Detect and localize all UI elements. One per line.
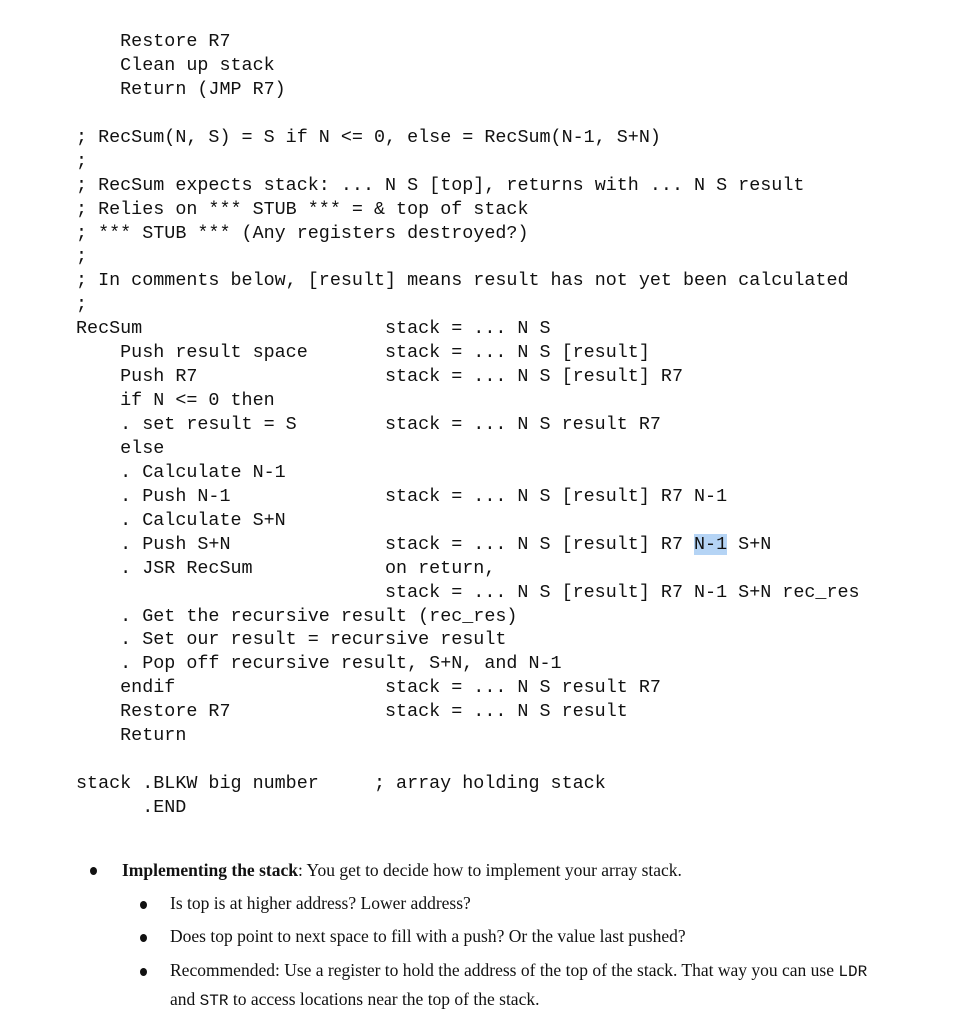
code-text: if N <= 0 then <box>120 390 275 412</box>
code-text: ; <box>76 294 88 316</box>
bullet-icon <box>140 968 147 976</box>
bullet-icon <box>140 934 147 942</box>
bullet-text: to access locations near the top of the stack. <box>228 989 540 1009</box>
stack-comment <box>385 341 650 365</box>
bullet-text: Recommended: Use a register to hold the address of the top of the stack. That way you can use <box>170 960 839 980</box>
stack-comment-text: on return, <box>385 557 496 579</box>
bullet-heading: Implementing the stack <box>122 860 298 880</box>
stack-comment-text: stack = ... N S result R7 <box>385 414 661 435</box>
stack-comment-text: stack = ... N S [result] <box>385 342 650 364</box>
code-text: ; RecSum(N, S) = S if N <= 0, else = RecSum(N-1, S+N) <box>76 126 661 148</box>
stack-comment <box>385 557 495 581</box>
code-text: Return (JMP R7) <box>120 78 286 100</box>
bullet-implementing-stack <box>122 860 682 881</box>
stack-comment-text: stack = ... N S [result] R7 N-1 <box>385 485 728 507</box>
stack-comment-text: stack = ... N S [result] R7 <box>385 533 695 555</box>
code-text: Push R7 <box>120 366 198 388</box>
stack-comment-text: stack = ... N S [result] R7 <box>385 366 683 388</box>
stack-comment <box>385 413 661 437</box>
bullet-icon <box>90 867 97 875</box>
code-text: . JSR RecSum <box>120 557 253 579</box>
code-text: Restore R7 <box>120 701 231 723</box>
code-text: Return <box>120 725 187 747</box>
sub-bullet-2: Does top point to next space to fill with a push? Or the value last pushed? <box>170 926 686 946</box>
code-text: . Calculate N-1 <box>120 461 286 483</box>
stack-comment-text: stack = ... N S result <box>385 701 628 723</box>
code-text: else <box>120 437 165 459</box>
code-str: STR <box>199 992 229 1010</box>
code-text: ; <box>76 150 88 172</box>
code-text: . Set our result = recursive result <box>120 629 507 651</box>
code-text: ; <box>76 246 88 268</box>
code-text: ; RecSum expects stack: ... N S [top], returns with ... N S result <box>76 174 805 196</box>
stack-comment-text: stack = ... N S <box>385 318 551 340</box>
code-text: ; In comments below, [result] means result has not yet been calculated <box>76 270 849 292</box>
stack-comment-text: stack = ... N S result R7 <box>385 677 661 699</box>
bullet-text: and <box>170 989 200 1009</box>
stack-comment <box>385 676 661 700</box>
stack-comment-text: S+N <box>727 533 772 555</box>
sub-bullet-1: Is top is at higher address? Lower address? <box>170 893 471 913</box>
stack-comment <box>385 485 727 509</box>
code-text: ; Relies on *** STUB *** = & top of stack <box>76 198 529 220</box>
sub-bullet-3-cont <box>170 989 539 1010</box>
stack-comment <box>385 365 683 389</box>
code-text: . Push N-1 <box>120 485 231 507</box>
code-text: . Pop off recursive result, S+N, and N-1 <box>120 653 562 675</box>
code-text: . Get the recursive result (rec_res) <box>120 605 518 627</box>
code-text: . set result = S <box>120 414 297 435</box>
stack-comment <box>385 533 771 557</box>
sub-bullet-3 <box>170 960 867 981</box>
highlighted-text: N-1 <box>694 533 728 555</box>
code-text: ; *** STUB *** (Any registers destroyed?) <box>76 222 529 244</box>
code-comment: ; array holding stack <box>373 773 606 795</box>
code-text: . Push S+N <box>120 533 231 555</box>
code-text: Clean up stack <box>120 54 275 76</box>
bullet-icon <box>140 901 147 909</box>
code-text: Push result space <box>120 342 308 364</box>
code-text: endif <box>120 677 176 699</box>
code-ldr: LDR <box>838 963 868 981</box>
code-text: RecSum <box>76 318 143 340</box>
code-text: .END <box>142 797 187 818</box>
stack-comment <box>385 581 860 605</box>
code-text: . Calculate S+N <box>120 509 286 531</box>
stack-comment <box>385 700 628 724</box>
stack-comment-text: stack = ... N S [result] R7 N-1 S+N rec_res <box>385 581 860 603</box>
code-text: Restore R7 <box>120 31 231 52</box>
stack-comment <box>385 317 551 341</box>
code-text: stack .BLKW big number <box>76 773 319 795</box>
bullet-text: : You get to decide how to implement your array stack. <box>297 860 682 880</box>
